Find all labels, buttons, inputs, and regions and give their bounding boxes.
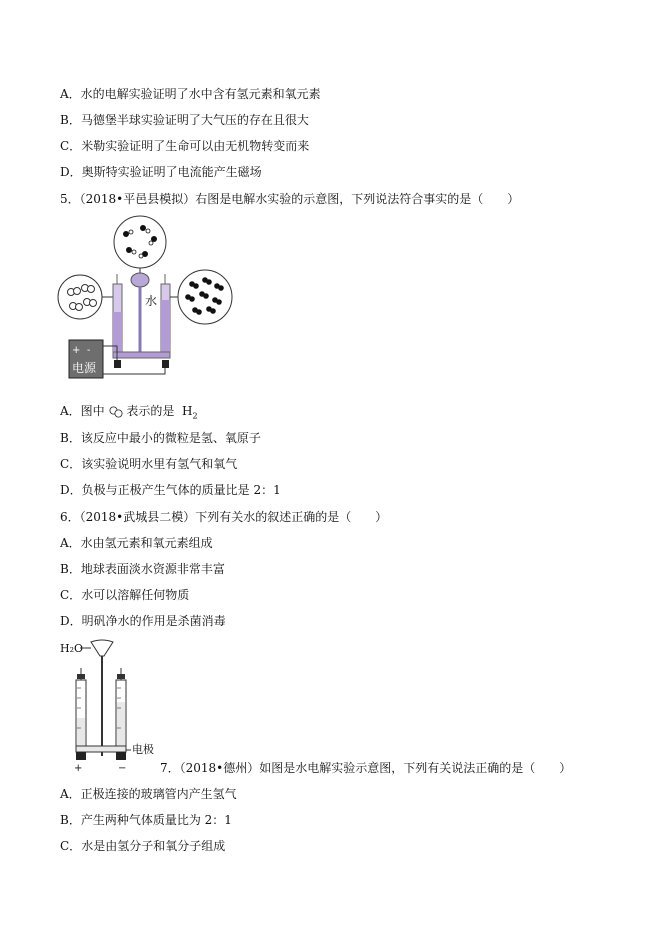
q5-water-label: 水 (145, 294, 158, 308)
q5-option-d: D．负极与正极产生气体的质量比是 2：1 (60, 483, 281, 497)
q7-stem: 7．（2018•德州）如图是水电解实验示意图，下列有关说法正确的是（ ） (160, 761, 572, 775)
hydrogen-molecule-icon (109, 406, 123, 418)
q7-option-b: B．产生两种气体质量比为 2：1 (60, 813, 232, 827)
q6-option-a: A．水由氢元素和氧元素组成 (60, 536, 213, 550)
q7-h2o-label: H₂O (60, 642, 84, 655)
q4-option-b: B．马德堡半球实验证明了大气压的存在且很大 (60, 113, 309, 127)
q7-minus-label: − (118, 763, 127, 774)
q6-option-c: C．水可以溶解任何物质 (60, 588, 190, 602)
q4-option-c: C．米勒实验证明了生命可以由无机物转变而来 (60, 139, 310, 153)
q7-option-c: C．水是由氢分子和氧分子组成 (60, 839, 226, 853)
q5-option-c: C．该实验说明水里有氢气和氧气 (60, 457, 238, 471)
q7-electrode-label: 电极 (132, 743, 154, 756)
q5-electrolysis-figure (55, 212, 245, 382)
q7-plus-label: + (74, 763, 83, 774)
q4-option-d: D．奥斯特实验证明了电流能产生磁场 (60, 165, 262, 179)
q5-power-label: 电源 (72, 361, 97, 375)
q5-plus-label: + (72, 345, 81, 356)
q7-option-a: A．正极连接的玻璃管内产生氢气 (60, 787, 237, 801)
q4-option-a: A．水的电解实验证明了水中含有氢元素和氧元素 (60, 87, 321, 101)
q5-option-b: B．该反应中最小的微粒是氢、氧原子 (60, 431, 261, 445)
q5-option-a: A．图中 表示的是 $H_2$ (60, 404, 198, 421)
q5-stem: 5．（2018•平邑县模拟）右图是电解水实验的示意图，下列说法符合事实的是（ ） (60, 192, 520, 206)
q7-electrolysis-figure (58, 638, 168, 774)
q6-option-d: D．明矾净水的作用是杀菌消毒 (60, 614, 226, 628)
q6-stem: 6．（2018•武城县二模）下列有关水的叙述正确的是（ ） (60, 510, 388, 524)
q5-minus-label: - (87, 345, 91, 356)
q6-option-b: B．地球表面淡水资源非常丰富 (60, 562, 225, 576)
